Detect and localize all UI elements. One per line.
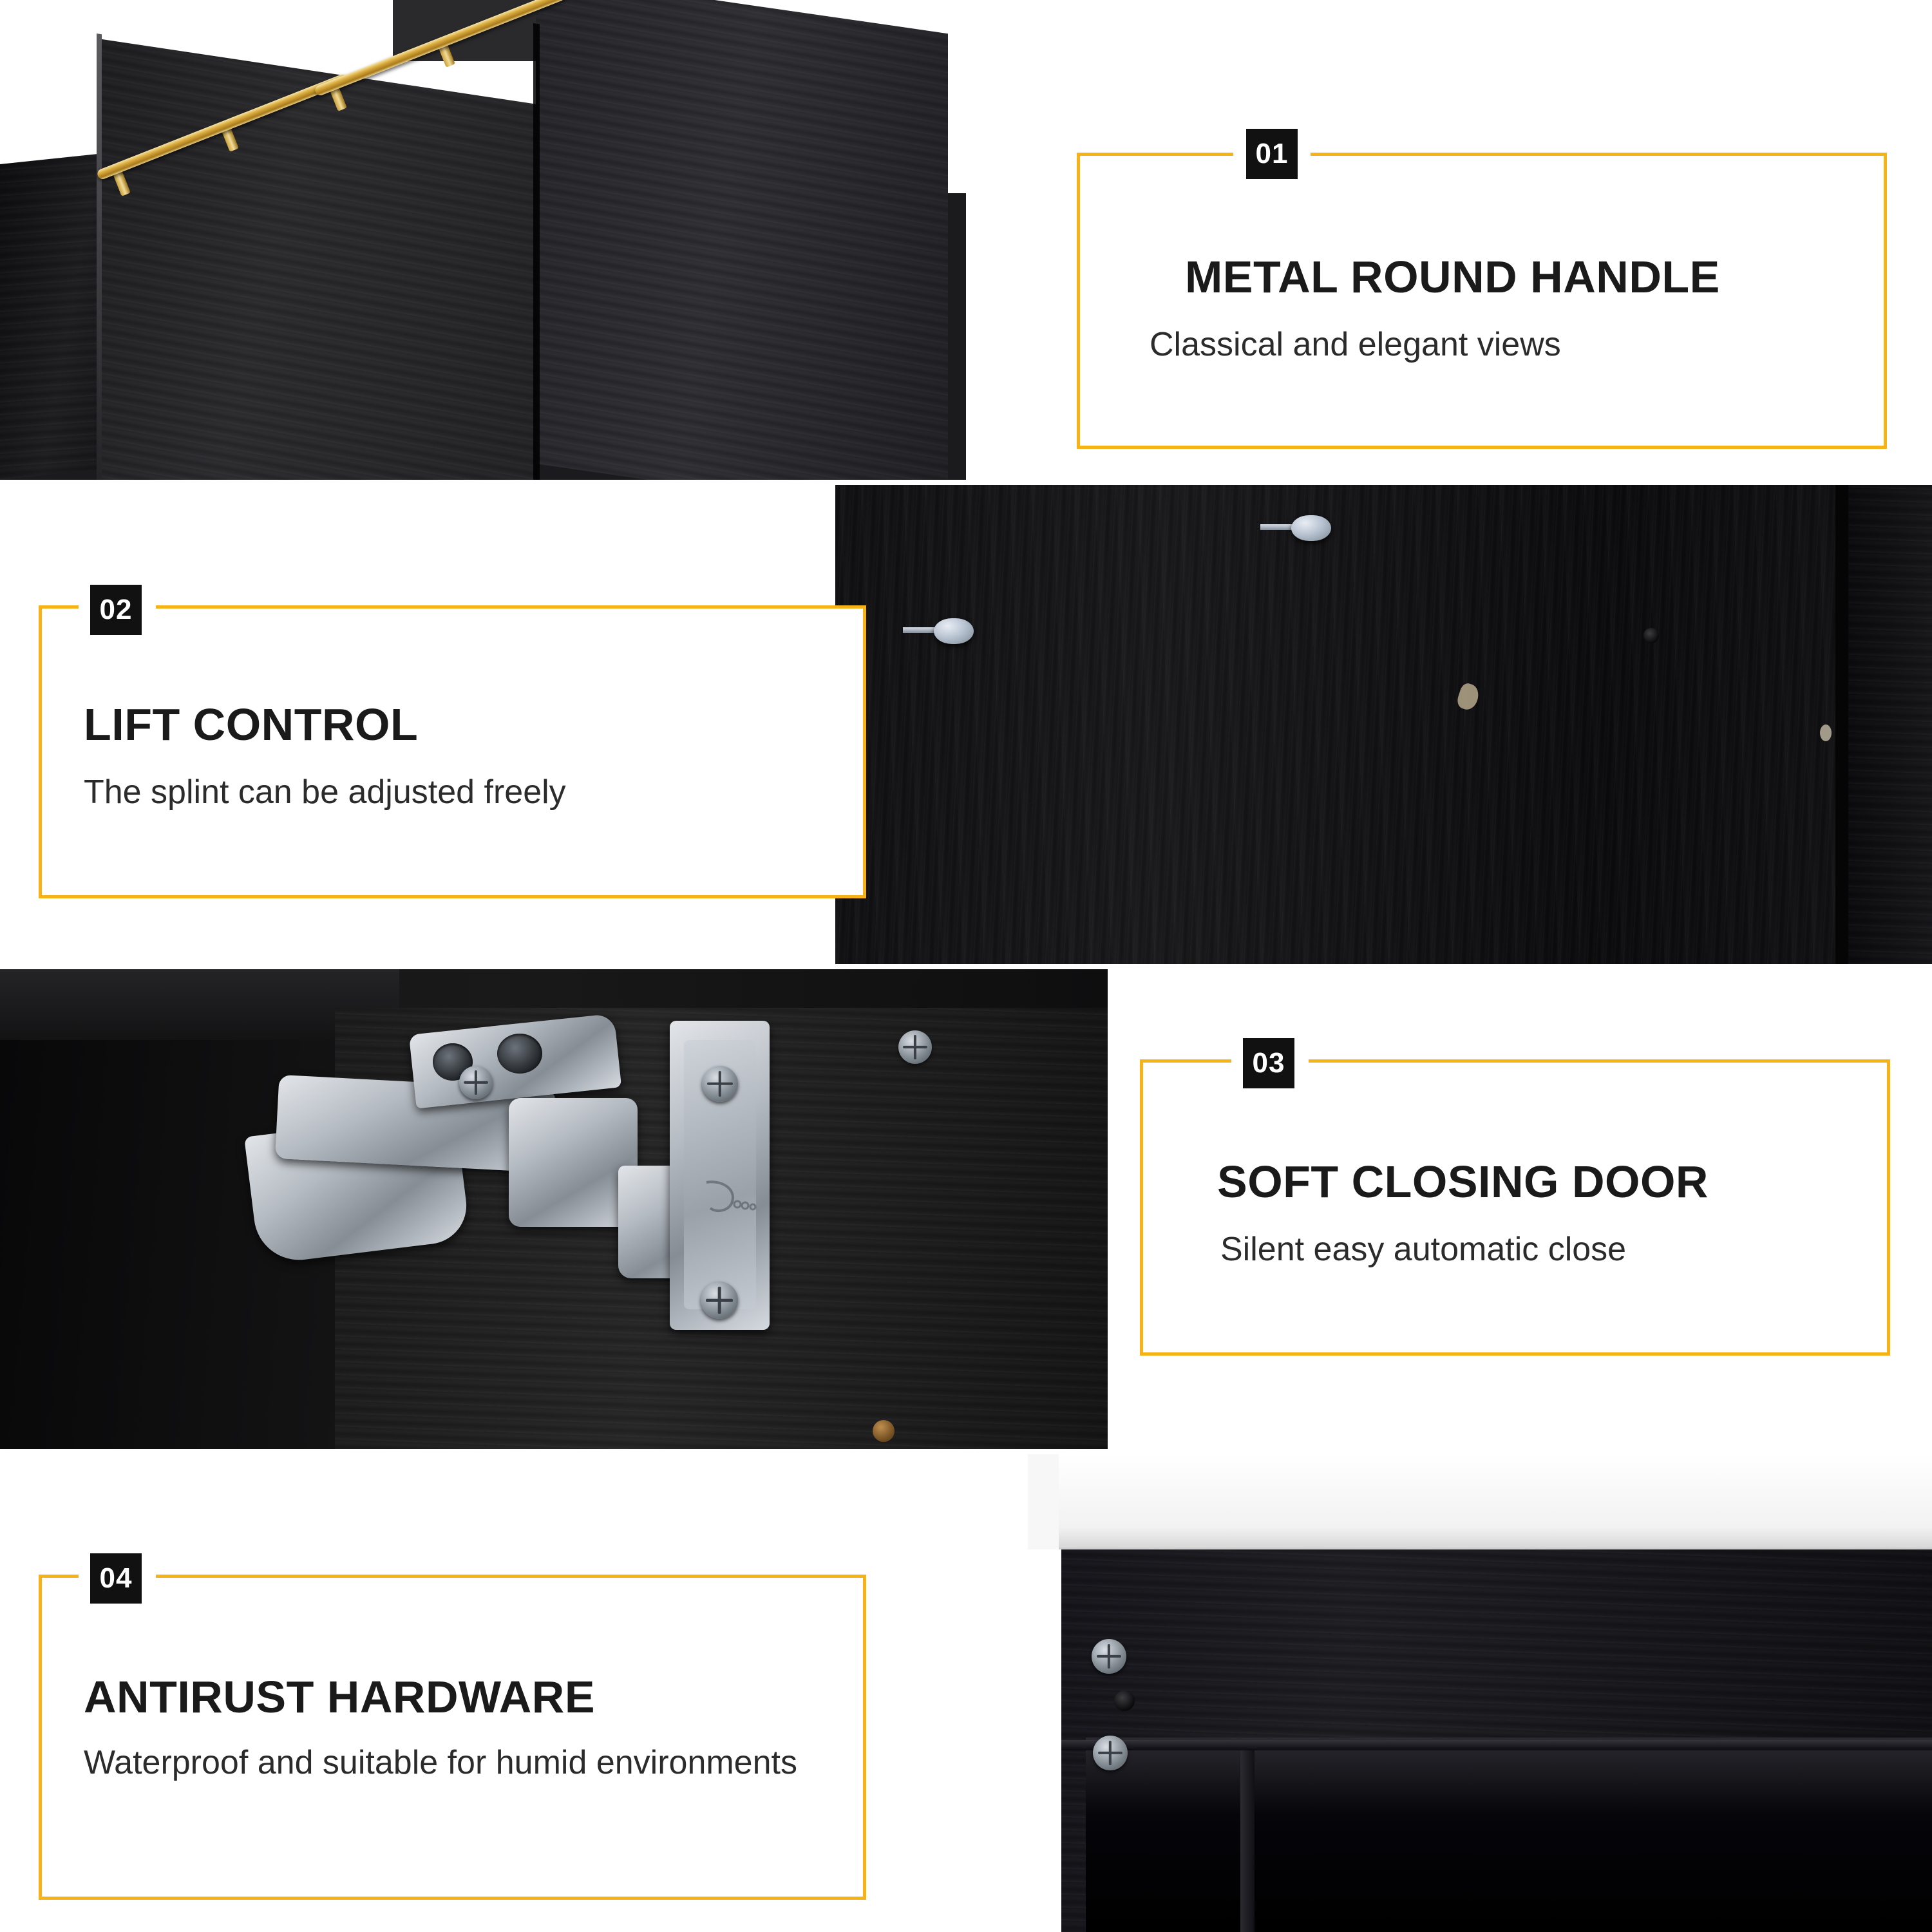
feature-callout-03 [1140, 1059, 1890, 1356]
feature-title-03: SOFT CLOSING DOOR [1217, 1157, 1709, 1207]
feature-title-02: LIFT CONTROL [84, 699, 419, 750]
photo1-right-door [536, 0, 948, 480]
feature-subtitle-02: The splint can be adjusted freely [84, 773, 566, 811]
photo1-left-door [98, 39, 536, 480]
feature-subtitle-03: Silent easy automatic close [1220, 1231, 1627, 1268]
gutter-horizontal-3 [0, 1449, 1932, 1454]
photo-adjustable-shelf-pegs-closeup [835, 484, 1932, 964]
photo-cabinet-interior-hardware-closeup [1028, 1454, 1932, 1932]
photo4-countertop [1059, 1454, 1932, 1549]
feature-number-badge-04: 04 [90, 1553, 142, 1604]
screw-icon [702, 1066, 738, 1102]
feature-subtitle-01: Classical and elegant views [1150, 326, 1561, 363]
screw-icon [1092, 1639, 1126, 1674]
photo4-interior-shadow [1086, 1738, 1932, 1932]
photo4-left-white-edge [1028, 1549, 1061, 1932]
gutter-horizontal-1 [0, 480, 1932, 485]
photo2-panel-gap [1835, 484, 1848, 964]
feature-callout-02 [39, 605, 866, 898]
feature-number-badge-01: 01 [1246, 129, 1298, 179]
photo4-shelf-rail [1061, 1740, 1932, 1750]
brass-rivet-icon [873, 1420, 895, 1442]
gutter-vertical-1 [1108, 969, 1114, 1449]
peg-hole-icon [1114, 1690, 1135, 1711]
screw-icon [1093, 1736, 1128, 1770]
feature-title-04: ANTIRUST HARDWARE [84, 1672, 596, 1722]
feature-callout-04 [39, 1575, 866, 1900]
photo2-right-wall [1848, 484, 1932, 964]
hinge-hole-icon [497, 1034, 542, 1074]
photo1-door-edge-highlight [97, 33, 102, 480]
screw-icon [459, 1066, 493, 1099]
photo4-vertical-divider [1240, 1750, 1255, 1932]
feature-subtitle-04: Waterproof and suitable for humid environments [84, 1744, 797, 1781]
wood-chip-detail [1820, 724, 1832, 741]
screw-icon [898, 1030, 932, 1064]
feature-title-01: METAL ROUND HANDLE [1185, 252, 1720, 302]
hinge-brand-logo-icon [699, 1179, 757, 1217]
screw-icon [701, 1282, 738, 1319]
photo1-door-gap [533, 23, 540, 480]
photo-cabinet-doors-with-gold-handles [0, 0, 966, 480]
peg-hole-icon [1643, 628, 1659, 643]
feature-number-badge-03: 03 [1243, 1038, 1294, 1088]
gutter-horizontal-2 [0, 964, 1932, 969]
feature-number-badge-02: 02 [90, 585, 142, 635]
